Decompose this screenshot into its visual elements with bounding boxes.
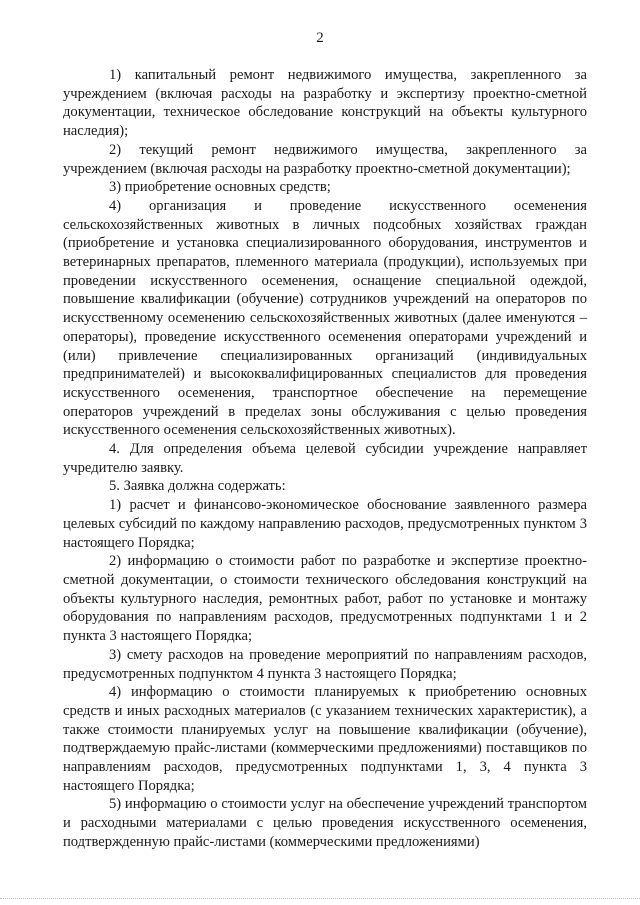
paragraph-point-4: 4. Для определения объема целевой субсидии учреждение направляет учредителю заявку.: [63, 441, 587, 476]
paragraph-point-5: 5. Заявка должна содержать:: [109, 478, 286, 495]
paragraph-item-4: 4) информацию о стоимости планируемых к приобретению основных средств и иных расходных материалов (с указанием технических характеристик), а также стоимости планируемых услуг на повышение квалификации (обучение), подтверждаемую прайс-листами (коммерческими предложениями) поставщиков по направлениям расходов, предусмотренных подпунктами 1, 3, 4 пункта 3 настоящего Порядка;: [63, 684, 587, 794]
paragraph-item-1: 1) расчет и финансово-экономическое обоснование заявленного размера целевых субсидий по каждому направлению расходов, предусмотренных пунктом 3 настоящего Порядка;: [63, 497, 587, 551]
page-bottom-edge: [0, 898, 640, 900]
document-body: [63, 66, 587, 852]
paragraph-capital-repair: 1) капитальный ремонт недвижимого имущества, закрепленного за учреждением (включая расходы на разработку и экспертизу проектно-сметной документации, техническое обследование конструкций на объекты культурного наследия);: [63, 67, 587, 140]
paragraph-item-3: 3) смету расходов на проведение мероприятий по направлениям расходов, предусмотренных подпунктом 4 пункта 3 настоящего Порядка;: [63, 646, 587, 682]
paragraph-current-repair: 2) текущий ремонт недвижимого имущества, закрепленного за учреждением (включая расходы на разработку проектно-сметной документации);: [63, 141, 587, 177]
paragraph-insemination: 4) организация и проведение искусственного осеменения сельскохозяйственных животных в личных подсобных хозяйствах граждан (приобретение и установка специализированного оборудования, инструментов и ветеринарных препаратов, племенного материала (продукции), используемых при проведении искусственного осеменения, оснащение специальной одеждой, повышение квалификации (обучение) сотрудников учреждений на операторов по искусственному осеменению сельскохозяйственных животных (далее именуются – операторы), проведение искусственного осеменения операторами учреждений и (или) привлечение специализированных организаций (индивидуальных предпринимателей) и высококвалифицированных специалистов для проведения искусственного осеменения, транспортное обеспечение на перемещение операторов учреждений в пределах зоны обслуживания с целью проведения искусственного осеменения сельскохозяйственных животных).: [63, 197, 587, 439]
paragraph-item-2: 2) информацию о стоимости работ по разработке и экспертизе проектно-сметной документации, о стоимости технического обследования конструкций на объекты культурного наследия, ремонтных работ, работ по установке и монтажу оборудования по направлениям расходов, предусмотренных подпунктами 1 и 2 пункта 3 настоящего Порядка;: [63, 553, 587, 645]
page-number: 2: [316, 30, 324, 46]
paragraph-fixed-assets: 3) приобретение основных средств;: [109, 179, 331, 196]
paragraph-item-5: 5) информацию о стоимости услуг на обеспечение учреждений транспортом и расходными материалами с целью проведения искусственного осеменения, подтвержденную прайс-листами (коммерческими предложениями): [63, 796, 587, 850]
